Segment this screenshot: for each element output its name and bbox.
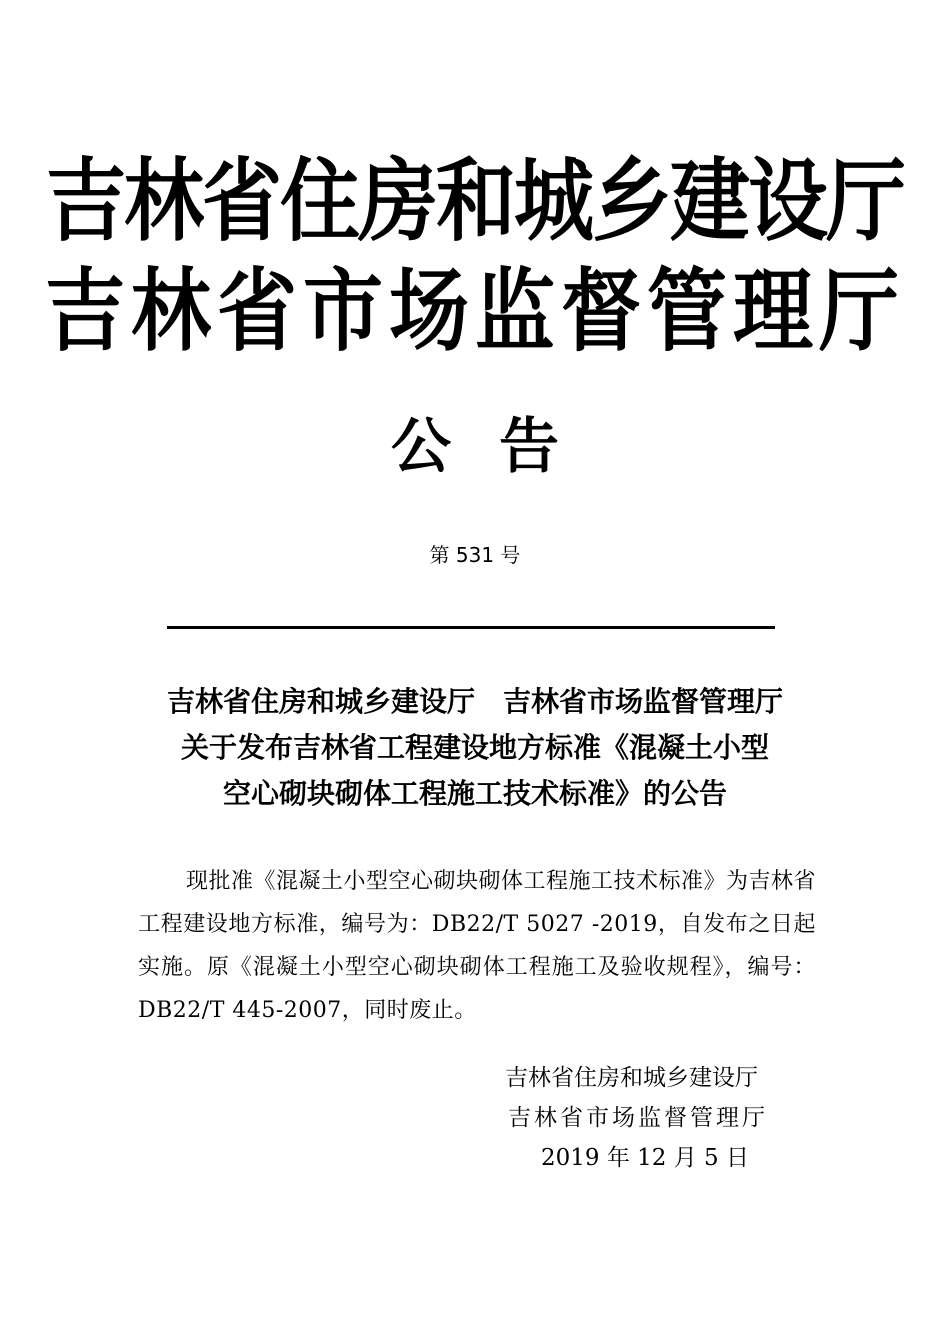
header-divider — [167, 626, 775, 629]
document-title-line-1: 吉林省住房和城乡建设厅 吉林省市场监督管理厅 — [166, 685, 783, 718]
body-paragraph: 现批准《混凝土小型空心砌块砌体工程施工技术标准》为吉林省工程建设地方标准，编号为：DB22/T 5027 -2019，自发布之日起实施。原《混凝土小型空心砌块砌体工程施工及验收规程》，编号：DB22/T 445-2007，同时废止。 — [138, 869, 817, 1023]
issuer-header-line-1: 吉林省住房和城乡建设厅 — [46, 149, 904, 254]
notice-type-heading: 公告 — [391, 412, 607, 482]
signature-org-1: 吉林省住房和城乡建设厅 — [505, 1065, 758, 1091]
document-title-line-3: 空心砌块砌体工程施工技术标准》的公告 — [222, 777, 727, 810]
signature-org-2: 吉林省市场监督管理厅 — [508, 1105, 768, 1131]
issuer-header-line-2: 吉林省市场监督管理厅 — [45, 259, 905, 364]
signature-date: 2019 年 12 月 5 日 — [541, 1145, 749, 1171]
notice-number: 第 531 号 — [429, 543, 521, 567]
document-title-line-2: 关于发布吉林省工程建设地方标准《混凝土小型 — [180, 731, 769, 764]
